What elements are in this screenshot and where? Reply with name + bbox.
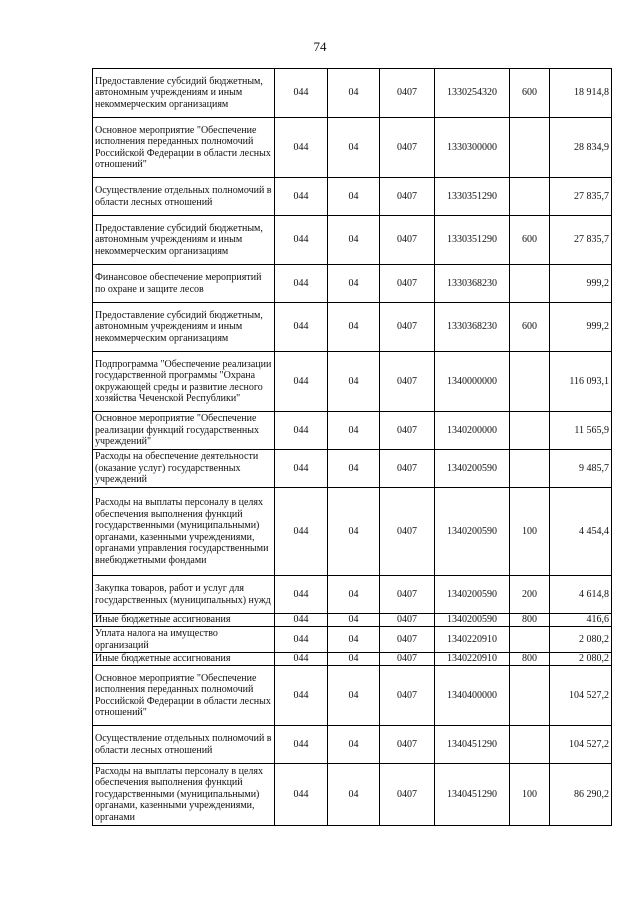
row-name: Осуществление отдельных полномочий в области лесных отношений — [93, 726, 275, 764]
row-section: 04 — [328, 265, 380, 303]
row-type — [510, 178, 550, 216]
row-type — [510, 666, 550, 726]
row-amount: 28 834,9 — [550, 118, 612, 178]
row-target: 1340451290 — [435, 726, 510, 764]
table-row — [93, 178, 612, 216]
row-subsection: 0407 — [380, 303, 435, 352]
row-type: 600 — [510, 69, 550, 118]
row-amount: 2 080,2 — [550, 627, 612, 653]
row-section: 04 — [328, 216, 380, 265]
row-section: 04 — [328, 576, 380, 614]
table-row — [93, 614, 612, 627]
row-target: 1330254320 — [435, 69, 510, 118]
row-name: Предоставление субсидий бюджетным, автономным учреждениям и иным некоммерческим организациям — [93, 216, 275, 265]
table-row — [93, 450, 612, 488]
row-target: 1330368230 — [435, 303, 510, 352]
row-type: 600 — [510, 216, 550, 265]
row-name: Финансовое обеспечение мероприятий по охране и защите лесов — [93, 265, 275, 303]
row-section: 04 — [328, 614, 380, 627]
row-name: Расходы на обеспечение деятельности (оказание услуг) государственных учреждений — [93, 450, 275, 488]
row-ministry: 044 — [275, 726, 328, 764]
row-target: 1340220910 — [435, 627, 510, 653]
row-amount: 27 835,7 — [550, 216, 612, 265]
row-amount: 11 565,9 — [550, 412, 612, 450]
row-type: 100 — [510, 764, 550, 826]
row-amount: 86 290,2 — [550, 764, 612, 826]
table-row — [93, 303, 612, 352]
row-ministry: 044 — [275, 764, 328, 826]
row-section: 04 — [328, 666, 380, 726]
page-number: 74 — [313, 39, 327, 54]
row-ministry: 044 — [275, 69, 328, 118]
row-amount: 104 527,2 — [550, 726, 612, 764]
row-type: 800 — [510, 653, 550, 666]
row-subsection: 0407 — [380, 614, 435, 627]
table-row — [93, 653, 612, 666]
row-target: 1330351290 — [435, 178, 510, 216]
row-amount: 999,2 — [550, 265, 612, 303]
row-ministry: 044 — [275, 118, 328, 178]
table-row — [93, 118, 612, 178]
row-subsection: 0407 — [380, 178, 435, 216]
row-ministry: 044 — [275, 303, 328, 352]
row-subsection: 0407 — [380, 412, 435, 450]
row-amount: 4 614,8 — [550, 576, 612, 614]
row-ministry: 044 — [275, 352, 328, 412]
row-target: 1340200590 — [435, 576, 510, 614]
table-row — [93, 216, 612, 265]
table-row — [93, 488, 612, 576]
row-name: Основное мероприятие "Обеспечение реализации функций государственных учреждений" — [93, 412, 275, 450]
row-ministry: 044 — [275, 666, 328, 726]
row-name: Расходы на выплаты персоналу в целях обеспечения выполнения функций государственными (муниципальными) органами, казенными учреждениями, органами управления государственными внебюджетными фондами — [93, 488, 275, 576]
row-amount: 9 485,7 — [550, 450, 612, 488]
row-section: 04 — [328, 653, 380, 666]
row-subsection: 0407 — [380, 488, 435, 576]
row-amount: 18 914,8 — [550, 69, 612, 118]
row-subsection: 0407 — [380, 627, 435, 653]
row-section: 04 — [328, 178, 380, 216]
table-row — [93, 576, 612, 614]
row-section: 04 — [328, 726, 380, 764]
row-subsection: 0407 — [380, 666, 435, 726]
row-type — [510, 265, 550, 303]
row-section: 04 — [328, 488, 380, 576]
row-ministry: 044 — [275, 178, 328, 216]
row-section: 04 — [328, 627, 380, 653]
row-amount: 4 454,4 — [550, 488, 612, 576]
row-target: 1340200590 — [435, 488, 510, 576]
row-type: 600 — [510, 303, 550, 352]
budget-table — [92, 68, 612, 826]
row-target: 1340400000 — [435, 666, 510, 726]
row-subsection: 0407 — [380, 352, 435, 412]
row-subsection: 0407 — [380, 653, 435, 666]
row-type — [510, 352, 550, 412]
row-subsection: 0407 — [380, 69, 435, 118]
row-name: Закупка товаров, работ и услуг для государственных (муниципальных) нужд — [93, 576, 275, 614]
row-ministry: 044 — [275, 216, 328, 265]
row-ministry: 044 — [275, 265, 328, 303]
row-ministry: 044 — [275, 653, 328, 666]
row-name: Иные бюджетные ассигнования — [93, 653, 275, 666]
row-target: 1340000000 — [435, 352, 510, 412]
row-section: 04 — [328, 69, 380, 118]
row-target: 1340200590 — [435, 614, 510, 627]
row-subsection: 0407 — [380, 216, 435, 265]
table-row — [93, 352, 612, 412]
table-row — [93, 627, 612, 653]
row-type — [510, 450, 550, 488]
row-section: 04 — [328, 450, 380, 488]
row-section: 04 — [328, 764, 380, 826]
row-subsection: 0407 — [380, 450, 435, 488]
row-amount: 116 093,1 — [550, 352, 612, 412]
row-ministry: 044 — [275, 614, 328, 627]
row-subsection: 0407 — [380, 265, 435, 303]
row-name: Основное мероприятие "Обеспечение исполнения переданных полномочий Российской Федерации в области лесных отношений" — [93, 118, 275, 178]
table-row — [93, 666, 612, 726]
row-amount: 2 080,2 — [550, 653, 612, 666]
row-amount: 416,6 — [550, 614, 612, 627]
table-body — [93, 69, 612, 826]
row-type: 100 — [510, 488, 550, 576]
row-name: Основное мероприятие "Обеспечение исполнения переданных полномочий Российской Федерации в области лесных отношений" — [93, 666, 275, 726]
row-type — [510, 627, 550, 653]
row-type: 200 — [510, 576, 550, 614]
row-amount: 999,2 — [550, 303, 612, 352]
row-type: 800 — [510, 614, 550, 627]
row-ministry: 044 — [275, 576, 328, 614]
row-name: Иные бюджетные ассигнования — [93, 614, 275, 627]
row-subsection: 0407 — [380, 576, 435, 614]
row-name: Подпрограмма "Обеспечение реализации государственной программы "Охрана окружающей среды и развитие лесного хозяйства Чеченской Республики" — [93, 352, 275, 412]
row-subsection: 0407 — [380, 726, 435, 764]
row-name: Осуществление отдельных полномочий в области лесных отношений — [93, 178, 275, 216]
table-row — [93, 265, 612, 303]
row-target: 1330300000 — [435, 118, 510, 178]
table-row — [93, 726, 612, 764]
row-name: Предоставление субсидий бюджетным, автономным учреждениям и иным некоммерческим организациям — [93, 303, 275, 352]
row-target: 1340200590 — [435, 450, 510, 488]
row-section: 04 — [328, 303, 380, 352]
row-section: 04 — [328, 412, 380, 450]
row-subsection: 0407 — [380, 764, 435, 826]
row-target: 1340451290 — [435, 764, 510, 826]
row-section: 04 — [328, 118, 380, 178]
row-subsection: 0407 — [380, 118, 435, 178]
row-amount: 104 527,2 — [550, 666, 612, 726]
row-name: Уплата налога на имущество организаций — [93, 627, 275, 653]
table-row — [93, 69, 612, 118]
row-ministry: 044 — [275, 412, 328, 450]
row-type — [510, 726, 550, 764]
row-ministry: 044 — [275, 488, 328, 576]
row-target: 1340220910 — [435, 653, 510, 666]
row-target: 1340200000 — [435, 412, 510, 450]
row-section: 04 — [328, 352, 380, 412]
row-name: Расходы на выплаты персоналу в целях обеспечения выполнения функций государственными (муниципальными) органами, казенными учреждениями, органами — [93, 764, 275, 826]
row-target: 1330368230 — [435, 265, 510, 303]
row-target: 1330351290 — [435, 216, 510, 265]
row-amount: 27 835,7 — [550, 178, 612, 216]
row-type — [510, 412, 550, 450]
table-row — [93, 412, 612, 450]
row-name: Предоставление субсидий бюджетным, автономным учреждениям и иным некоммерческим организациям — [93, 69, 275, 118]
row-ministry: 044 — [275, 627, 328, 653]
row-type — [510, 118, 550, 178]
row-ministry: 044 — [275, 450, 328, 488]
table-row — [93, 764, 612, 826]
